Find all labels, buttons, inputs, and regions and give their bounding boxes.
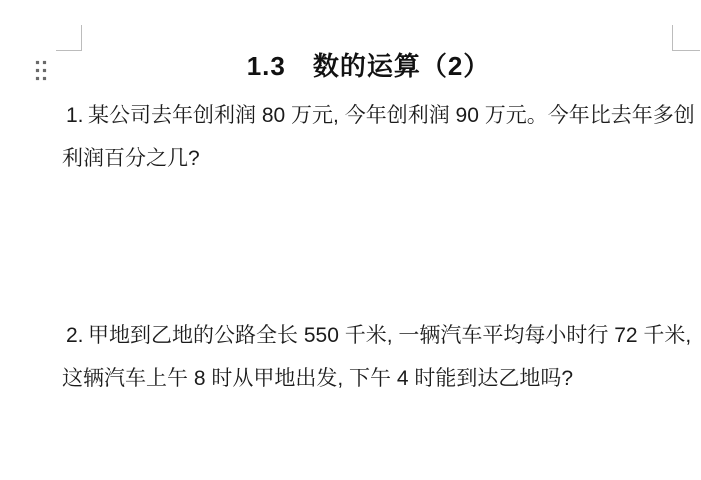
problem-2-line-2[interactable] xyxy=(62,357,677,400)
problem-2 xyxy=(62,314,692,400)
problem-1 xyxy=(62,94,695,180)
margin-mark-top-right-icon xyxy=(672,25,700,51)
drag-handle-dot xyxy=(36,77,39,80)
drag-handle-dot xyxy=(43,77,46,80)
drag-handle-dot xyxy=(36,69,39,72)
drag-handle-dot xyxy=(43,61,46,64)
drag-handle-dot xyxy=(36,61,39,64)
problem-2-number: 2. xyxy=(66,324,84,347)
margin-mark-top-left-icon xyxy=(56,25,82,51)
problem-1-line-1[interactable] xyxy=(62,94,695,137)
problem-2-line-1-text: 甲地到乙地的公路全长 550 千米, 一辆汽车平均每小时行 72 千米, xyxy=(88,324,692,347)
problem-1-number: 1. xyxy=(66,104,84,127)
problem-1-line-1-text: 某公司去年创利润 80 万元, 今年创利润 90 万元。今年比去年多创 xyxy=(88,104,695,127)
problem-2-line-1[interactable] xyxy=(62,314,692,357)
drag-handle-icon[interactable] xyxy=(36,61,46,80)
problem-1-line-2-text: 利润百分之几? xyxy=(62,147,200,170)
page-title[interactable]: 1.3 数的运算（2） xyxy=(246,51,491,81)
problem-1-line-2[interactable] xyxy=(62,137,677,180)
drag-handle-dot xyxy=(43,69,46,72)
problem-2-line-2-text: 这辆汽车上午 8 时从甲地出发, 下午 4 时能到达乙地吗? xyxy=(62,367,574,390)
